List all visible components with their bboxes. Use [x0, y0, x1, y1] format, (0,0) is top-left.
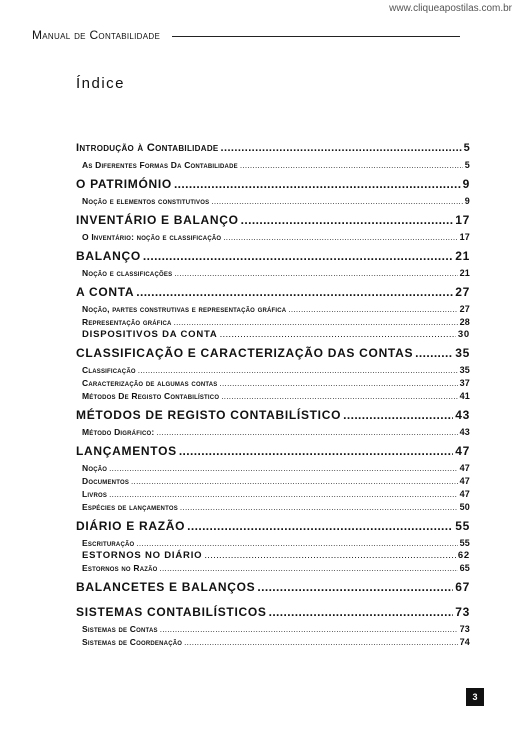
- toc-entry-balancetes[interactable]: [76, 579, 470, 596]
- toc-page: 28: [459, 317, 470, 327]
- toc-entry-documentos[interactable]: [76, 475, 470, 488]
- toc-page: 43: [455, 408, 470, 422]
- dot-leader: [415, 345, 453, 362]
- toc-page: 73: [459, 624, 470, 634]
- dot-leader: [109, 463, 457, 475]
- dot-leader: [160, 563, 458, 575]
- toc-label: Métodos De Registo Contabilístico: [82, 391, 220, 401]
- dot-leader: [223, 232, 457, 244]
- toc-page: 35: [455, 346, 470, 360]
- dot-leader: [174, 176, 461, 193]
- toc-label: As Diferentes Formas Da Contabilidade: [82, 160, 238, 170]
- toc-label: Noção, partes construtivas e representação gráfica: [82, 304, 287, 314]
- toc-page: 55: [459, 538, 470, 548]
- toc-entry-nocao-elementos[interactable]: [76, 195, 470, 208]
- toc-entry-nocao-partes[interactable]: [76, 303, 470, 316]
- toc-page: 17: [459, 232, 470, 242]
- toc-page: 50: [459, 502, 470, 512]
- dot-leader: [136, 538, 457, 550]
- dot-leader: [221, 140, 462, 157]
- dot-leader: [204, 550, 456, 562]
- toc-entry-introducao[interactable]: [76, 140, 470, 157]
- dot-leader: [138, 365, 458, 377]
- toc-page: 35: [459, 365, 470, 375]
- toc-label: Representação gráfica: [82, 317, 172, 327]
- toc-entry-nocao-classificacoes[interactable]: [76, 267, 470, 280]
- toc-page: 67: [455, 580, 470, 594]
- toc-entry-balanco[interactable]: [76, 248, 470, 265]
- toc-entry-metodos-registo-sub[interactable]: [76, 390, 470, 403]
- toc-entry-classificacao[interactable]: [76, 364, 470, 377]
- toc-page: 9: [464, 196, 470, 206]
- dot-leader: [240, 160, 463, 172]
- dot-leader: [220, 378, 458, 390]
- toc-page: 5: [464, 160, 470, 170]
- toc-entry-sistemas-contabilisticos[interactable]: [76, 604, 470, 621]
- toc-entry-sistemas-contas[interactable]: [76, 623, 470, 636]
- toc-label: BALANCETES E BALANÇOS: [76, 580, 256, 594]
- toc-entry-formas-contabilidade[interactable]: [76, 159, 470, 172]
- watermark-url: www.cliqueapostilas.com.br: [389, 3, 512, 14]
- toc-entry-estornos-diario[interactable]: [76, 550, 470, 562]
- dot-leader: [136, 284, 453, 301]
- dot-leader: [241, 212, 454, 229]
- manual-title: Manual de Contabilidade: [32, 28, 161, 42]
- dot-leader: [211, 196, 462, 208]
- toc-label: Sistemas de Contas: [82, 624, 158, 634]
- toc-label: Caracterização de algumas contas: [82, 378, 218, 388]
- dot-leader: [174, 268, 457, 280]
- toc-page: 47: [455, 444, 470, 458]
- toc-page: 41: [459, 391, 470, 401]
- toc-page: 30: [457, 329, 470, 340]
- dot-leader: [160, 624, 458, 636]
- toc-entry-metodos-registo[interactable]: [76, 407, 470, 424]
- toc-label: Espécies de lançamentos: [82, 502, 178, 512]
- toc-page: 27: [455, 285, 470, 299]
- toc-label: MÉTODOS DE REGISTO CONTABILÍSTICO: [76, 408, 342, 422]
- toc-entry-lancamentos[interactable]: [76, 443, 470, 460]
- toc-page: 62: [457, 550, 470, 561]
- toc-entry-dispositivos-conta[interactable]: [76, 329, 470, 341]
- toc-entry-representacao-grafica[interactable]: [76, 316, 470, 329]
- header-rule: [172, 36, 460, 37]
- toc-entry-inventario-nocao[interactable]: [76, 231, 470, 244]
- toc-entry-nocao[interactable]: [76, 462, 470, 475]
- toc-page: 21: [455, 249, 470, 263]
- toc-page: 73: [455, 605, 470, 619]
- toc-label: Classificação: [82, 365, 136, 375]
- toc-entry-metodo-digrafico[interactable]: [76, 426, 470, 439]
- toc-label: ESTORNOS NO DIÁRIO: [82, 550, 203, 561]
- toc-entry-escrituracao[interactable]: [76, 537, 470, 550]
- toc-label: Noção: [82, 463, 108, 473]
- toc-page: 17: [455, 213, 470, 227]
- toc-entry-a-conta[interactable]: [76, 284, 470, 301]
- toc-page: 65: [459, 563, 470, 573]
- toc-label: Estornos no Razão: [82, 563, 158, 573]
- toc-label: Introdução à Contabilidade: [76, 142, 219, 154]
- toc-label: Noção e classificações: [82, 268, 173, 278]
- dot-leader: [220, 329, 456, 341]
- toc-page: 47: [459, 489, 470, 499]
- toc-label: Documentos: [82, 476, 130, 486]
- toc-label: Livros: [82, 489, 108, 499]
- toc-entry-sistemas-coordenacao[interactable]: [76, 636, 470, 649]
- table-of-contents: [76, 140, 470, 649]
- toc-label: SISTEMAS CONTABILÍSTICOS: [76, 605, 267, 619]
- toc-entry-classificacao-contas[interactable]: [76, 345, 470, 362]
- index-heading: Índice: [76, 75, 126, 92]
- dot-leader: [179, 443, 453, 460]
- toc-page: 74: [459, 637, 470, 647]
- toc-entry-especies-lancamentos[interactable]: [76, 501, 470, 514]
- toc-entry-inventario-balanco[interactable]: [76, 212, 470, 229]
- toc-page: 55: [455, 519, 470, 533]
- toc-label: INVENTÁRIO E BALANÇO: [76, 213, 239, 227]
- toc-label: A CONTA: [76, 285, 135, 299]
- dot-leader: [187, 518, 453, 535]
- toc-page: 47: [459, 463, 470, 473]
- dot-leader: [143, 248, 453, 265]
- dot-leader: [174, 317, 458, 329]
- toc-label: Escrituração: [82, 538, 135, 548]
- toc-entry-caracterizacao-contas[interactable]: [76, 377, 470, 390]
- toc-label: Sistemas de Coordenação: [82, 637, 183, 647]
- toc-entry-estornos-razao[interactable]: [76, 562, 470, 575]
- toc-label: DISPOSITIVOS DA CONTA: [82, 329, 218, 340]
- toc-page: 27: [459, 304, 470, 314]
- dot-leader: [269, 604, 454, 621]
- running-header: [32, 28, 460, 42]
- dot-leader: [257, 579, 453, 596]
- dot-leader: [109, 489, 458, 501]
- toc-page: 37: [459, 378, 470, 388]
- toc-label: BALANÇO: [76, 249, 141, 263]
- toc-page: 43: [459, 427, 470, 437]
- dot-leader: [221, 391, 457, 403]
- toc-label: O PATRIMÓNIO: [76, 177, 172, 191]
- toc-label: CLASSIFICAÇÃO E CARACTERIZAÇÃO DAS CONTAS: [76, 346, 414, 360]
- toc-label: O Inventário: noção e classificação: [82, 232, 222, 242]
- dot-leader: [156, 427, 457, 439]
- dot-leader: [343, 407, 453, 424]
- page-number: 3: [466, 688, 484, 706]
- toc-page: 47: [459, 476, 470, 486]
- toc-entry-diario-razao[interactable]: [76, 518, 470, 535]
- toc-page: 9: [462, 177, 470, 191]
- dot-leader: [180, 502, 458, 514]
- toc-page: 21: [459, 268, 470, 278]
- dot-leader: [131, 476, 458, 488]
- toc-label: DIÁRIO E RAZÃO: [76, 519, 186, 533]
- toc-entry-livros[interactable]: [76, 488, 470, 501]
- toc-entry-patrimonio[interactable]: [76, 176, 470, 193]
- dot-leader: [184, 637, 457, 649]
- dot-leader: [288, 304, 457, 316]
- toc-label: LANÇAMENTOS: [76, 444, 177, 458]
- toc-label: Noção e elementos constitutivos: [82, 196, 210, 206]
- toc-label: Método Digráfico:: [82, 427, 155, 437]
- toc-page: 5: [463, 142, 470, 154]
